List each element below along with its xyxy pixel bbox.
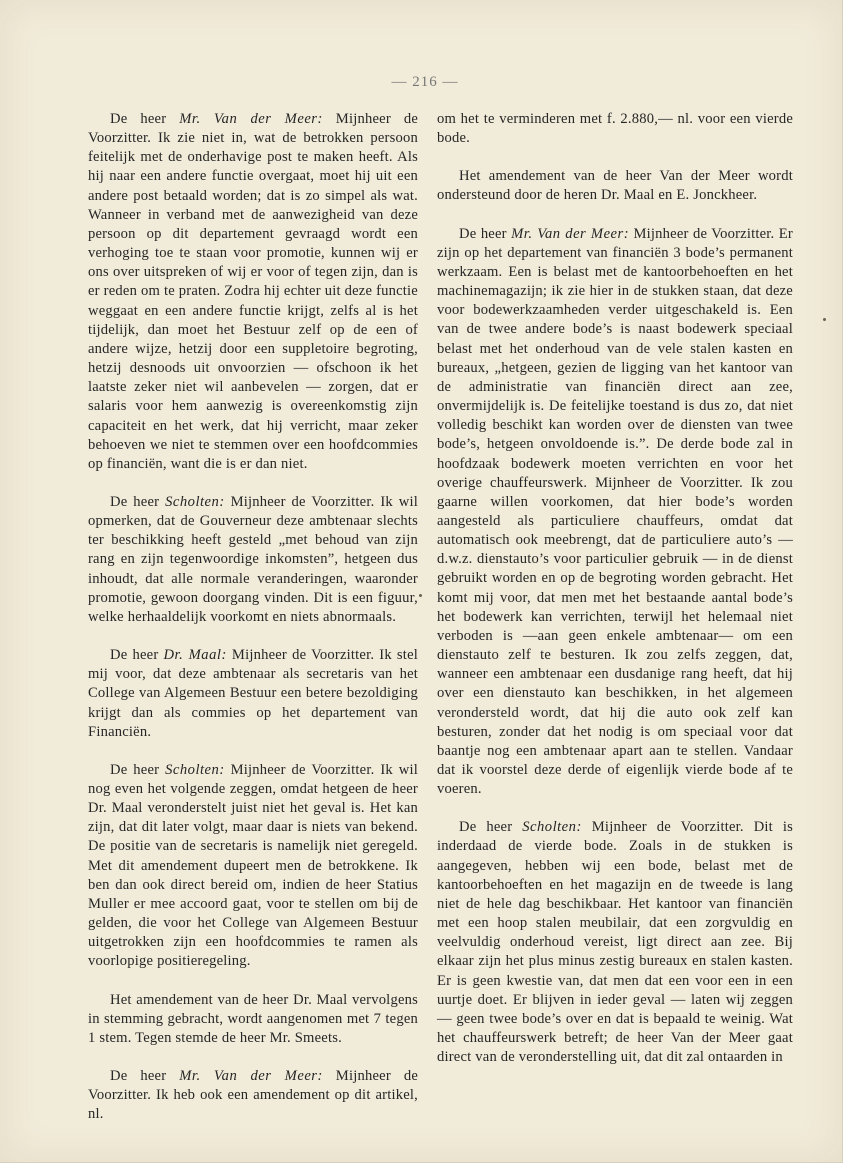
paragraph: De heer Scholten: Mijnheer de Voorzitter. Dit is inderdaad de vierde bode. Zoals in de stukken is aangegeven, hebben wij een bode, belast met de kantoorbehoeften en het magazijn en de tweede is lang niet de hele dag beschikbaar. Het kantoor van financiën met een hoop stalen meubilair, dat een zorgvuldig en veelvuldig onderhoud vereist, ligt direct aan zee. Bij elkaar zijn het plus minus zestig bureaux en stalen kasten. Er is geen kwestie van, dat men dat een voor een in een uurtje doet. Er blijven in ieder geval — laten wij zeggen — geen twee bode’s over en dat is bepaald te weinig. Wat het chauffeurswerk betreft; de heer Van der Meer gaat direct van de veronderstelling uit, dat dit zal ontaarden in (437, 819, 794, 1066)
paragraph: De heer Mr. Van der Meer: Mijnheer de Voorzitter. Er zijn op het departement van financiën 3 bode’s permanent werkzaam. Een is belast met de kantoorbehoeften en het machinemagazijn; ik zie hier in de stukken staan, dat deze voor bodewerkzaamheden verder uitgeschakeld is. Een van de twee andere bode’s is naast bodewerk speciaal belast met het onderhoud van de vele stalen kasten en bureaux, „hetgeen, gezien de ligging van het kantoor van de administratie van financiën direct aan zee, onvermijdelijk is. De feitelijke toestand is dus zo, dat niet volledig beschikt kan worden over de diensten van twee bode’s, hetgeen onvoldoende is.”. De derde bode zal in hoofdzaak bodewerk moeten verrichten en voor het overige chauffeurswerk. Mijnheer de Voorzitter. Ik zou gaarne willen voorkomen, dat hier bode’s worden aangesteld als particuliere chauffeurs, omdat dat automatisch ook meebrengt, dat de particuliere auto’s — d.w.z. dienstauto’s voor particulier gebruik — in de dienst gebruikt worden en op de begroting worden gebracht. Het komt mij voor, dat men met het bestaande aantal bode’s het bodewerk kan verrichten, terwijl het helemaal niet verboden is —aan geen enkele ambtenaar— om een dienstauto zelf te besturen. Ik zou zelfs zeggen, dat, wanneer een ambtenaar een dusdanige rang heeft, dat hij over een dienstauto kan beschikken, in het algemeen verondersteld wordt, dat hij die auto ook zelf kan besturen, zonder dat het nodig is om speciaal voor dat baantje nog een ambtenaar apart aan te stellen. Vandaar dat ik voorstel deze derde of eigenlijk vierde bode af te voeren. (437, 225, 793, 798)
paragraph: om het te verminderen met f. 2.880,— nl. voor een vierde bode. (437, 111, 793, 147)
paper-speck (823, 318, 826, 321)
paragraph: De heer Dr. Maal: Mijnheer de Voorzitter. Ik stel mij voor, dat deze ambtenaar als secretaris van het College van Algemeen Bestuur een betere bezoldiging krijgt dan als commies op het departement van Financiën. (88, 647, 418, 740)
paragraph: De heer Mr. Van der Meer: Mijnheer de Voorzitter. Ik heb ook een amendement op dit artikel, nl. (88, 1068, 419, 1123)
paragraph: Het amendement van de heer Dr. Maal vervolgens in stemming gebracht, wordt aangenomen met 7 tegen 1 stem. Tegen stemde de heer Mr. Smeets. (88, 991, 418, 1046)
speaker-name: Scholten: (165, 761, 225, 778)
speaker-name: Mr. Van der Meer: (511, 225, 630, 242)
paragraph: Het amendement van de heer Van der Meer wordt ondersteund door de heren Dr. Maal en E. Jonckheer. (437, 168, 793, 204)
paper-speck (419, 594, 422, 597)
paragraph: De heer Scholten: Mijnheer de Voorzitter. Ik wil nog even het volgende zeggen, omdat hetgeen de heer Dr. Maal veronderstelt juist niet het geval is. Het kan zijn, dat dit later volgt, maar daar is niets van bekend. De positie van de secretaris is namelijk niet geregeld. Met dit amendement dupeert men de betrokkene. Ik ben dan ook direct bereid om, indien de heer Statius Muller er mee accoord gaat, voor te stellen om bij de gelden, die voor het College van Algemeen Bestuur uitgetrokken zijn een hoofdcommies te ramen als voorlopige positieregeling. (88, 761, 418, 970)
speaker-name: Dr. Maal: (163, 647, 227, 664)
speaker-name: Mr. Van der Meer: (179, 1068, 323, 1085)
left-column (88, 110, 418, 1125)
speaker-name: Scholten: (165, 493, 225, 510)
speaker-name: Mr. Van der Meer: (179, 111, 323, 127)
page-number: — 216 — (391, 74, 459, 90)
paragraph: De heer Scholten: Mijnheer de Voorzitter. Ik wil opmerken, dat de Gouverneur deze ambtenaar slechts ter beschikking heeft gesteld „met behoud van zijn rang en zijn tegenwoordige inkomsten”, hetgeen dus inhoudt, dat alle normale veranderingen, waaronder promotie, gewoon doorgang vinden. Dit is een figuur, welke herhaaldelijk voorkomt en niets abnormaals. (88, 493, 418, 625)
right-column (437, 110, 793, 1067)
paragraph: De heer Mr. Van der Meer: Mijnheer de Voorzitter. Ik zie niet in, wat de betrokken persoon feitelijk met de onderhavige post te maken heeft. Als hij naar een andere functie overgaat, moet hij uit een andere post betaald worden; dat is zo simpel als wat. Wanneer in verband met de aanwezigheid van deze persoon op dit departement gevraagd wordt een verhoging toe te staan voor promotie, kunnen wij er ons over uitspreken of wij er voor of tegen zijn, dan is er reden om te praten. Zodra hij echter uit deze functie weggaat en een andere functie krijgt, zelfs al is het tijdelijk, dan moet het Bestuur zelf op de een of andere wijze, hetzij door een suppletoire begroting, hetzij desnoods uit onvoorzien — ofschoon ik het laatste zeker niet wil aanbevelen — zorgen, dat er salaris voor hem aanwezig is overeenkomstig zijn capaciteit en het werk, dat hij verricht, maar zeker behoeven we niet te stemmen over een hoofdcommies op financiën, want die is er dan niet. (88, 111, 419, 472)
speaker-name: Scholten: (522, 819, 582, 836)
